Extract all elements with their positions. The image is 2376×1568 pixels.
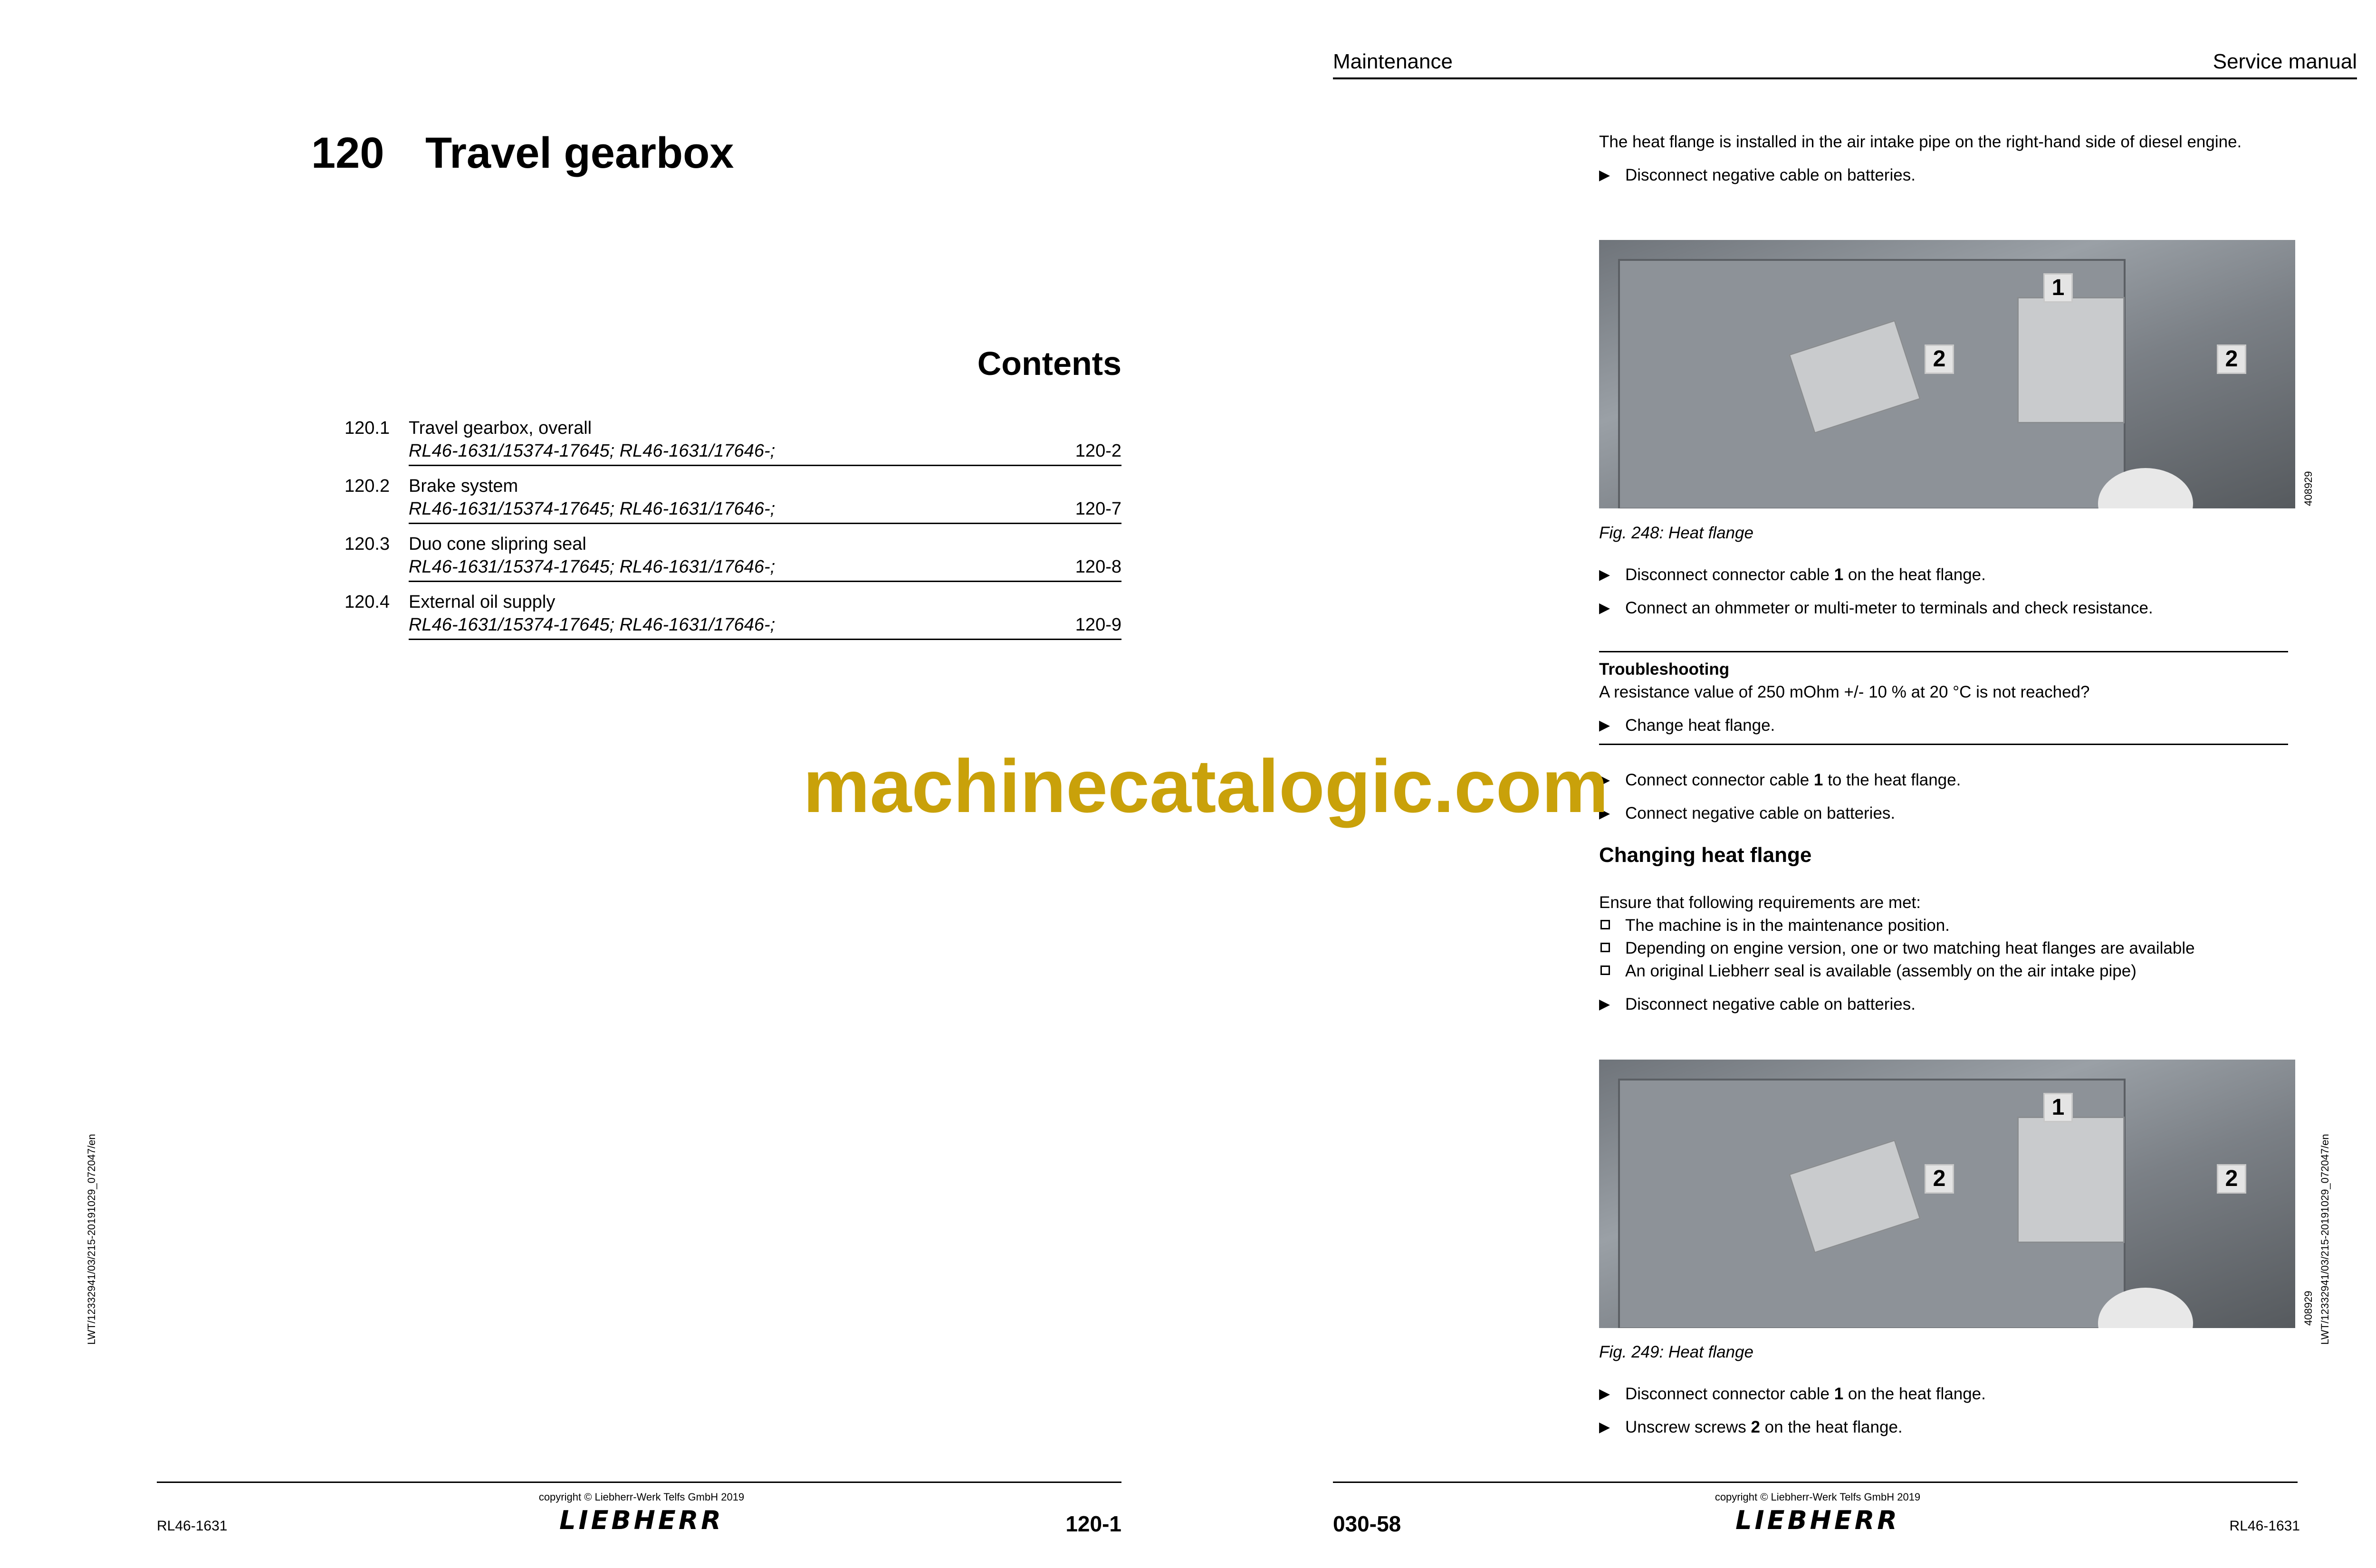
callout-2-right: 2 (2217, 344, 2246, 374)
step-item: ▶ Change heat flange. (1599, 714, 2288, 737)
callout-1: 1 (2043, 1093, 2073, 1122)
table-of-contents (345, 418, 1121, 650)
toc-entry-subtitle (409, 615, 1121, 640)
watermark: machinecatalogic.com (803, 745, 1609, 828)
step-item: ▶ Disconnect negative cable on batteries. (1599, 993, 2288, 1016)
step-item (1599, 1416, 2288, 1439)
copyright: copyright © Liebherr-Werk Telfs GmbH 2019 (538, 1491, 745, 1503)
toc-entry[interactable] (345, 534, 1121, 592)
model-number: RL46-1631 (2229, 1518, 2300, 1534)
toc-entry[interactable] (345, 592, 1121, 650)
heat-flange-housing (2017, 297, 2125, 423)
requirement-item: The machine is in the maintenance position. (1599, 914, 2288, 937)
toc-entry-serials: RL46-1631/15374-17645; RL46-1631/17646-; (409, 499, 776, 519)
troubleshooting-rule-top (1599, 651, 2288, 652)
header-doc-type: Service manual (2213, 50, 2357, 73)
chapter-number: 120 (311, 129, 384, 177)
step-text: to the heat flange. (1823, 771, 1961, 789)
toc-entry-subtitle (409, 557, 1121, 582)
toc-entry-page: 120-2 (1075, 441, 1121, 461)
page-number: 120-1 (1065, 1511, 1121, 1536)
header-section: Maintenance (1333, 50, 1453, 73)
requirement-item: An original Liebherr seal is available (assembly on the air intake pipe) (1599, 960, 2288, 983)
toc-entry-number: 120.2 (345, 476, 390, 496)
step-text: Disconnect connector cable (1625, 565, 1834, 584)
toc-entry-title: Travel gearbox, overall (409, 418, 592, 438)
figure-caption: Fig. 249: Heat flange (1599, 1343, 1753, 1361)
troubleshooting-title: Troubleshooting (1599, 660, 1730, 679)
reconnect-block (1599, 769, 2288, 1016)
page-number: 030-58 (1333, 1511, 1401, 1536)
toc-entry-serials: RL46-1631/15374-17645; RL46-1631/17646-; (409, 615, 776, 635)
toc-entry-subtitle (409, 499, 1121, 524)
step-item (1599, 1383, 2288, 1405)
toc-entry-page: 120-9 (1075, 615, 1121, 635)
toc-entry-title: Brake system (409, 476, 518, 496)
step-text: on the heat flange. (1843, 1385, 1986, 1403)
step-item: ▶ Connect negative cable on batteries. (1599, 802, 2288, 825)
callout-1: 1 (2043, 273, 2073, 303)
toc-entry[interactable] (345, 476, 1121, 534)
liebherr-logo: LIEBHERR (559, 1505, 724, 1535)
toc-entry-serials: RL46-1631/15374-17645; RL46-1631/17646-; (409, 441, 776, 461)
fig1-caption-block (1599, 522, 2288, 620)
copyright: copyright © Liebherr-Werk Telfs GmbH 2019 (1715, 1491, 1921, 1503)
callout-2-right: 2 (2217, 1164, 2246, 1194)
document-id: LWT/12332941/03/215-20191029_072047/en (2319, 1134, 2331, 1345)
toc-entry-page: 120-7 (1075, 499, 1121, 519)
heat-flange-photo-2 (1599, 1060, 2295, 1328)
heat-flange-photo-1 (1599, 240, 2295, 508)
step-ref: 1 (1834, 565, 1844, 584)
troubleshooting-text: A resistance value of 250 mOhm +/- 10 % at 20 °C is not reached? (1599, 683, 2090, 701)
chapter-title: Travel gearbox (425, 129, 734, 177)
toc-entry-title: Duo cone slipring seal (409, 534, 586, 554)
toc-entry-subtitle (409, 441, 1121, 466)
callout-2-left: 2 (1925, 344, 1954, 374)
figure-id: 408929 (2302, 1291, 2314, 1326)
troubleshooting-rule-bottom (1599, 744, 2288, 745)
toc-entry-title: External oil supply (409, 592, 556, 612)
step-text: on the heat flange. (1843, 565, 1986, 584)
toc-entry-number: 120.3 (345, 534, 390, 554)
step-ref: 2 (1751, 1418, 1760, 1436)
step-ref: 1 (1813, 771, 1823, 789)
step-text: Unscrew screws (1625, 1418, 1751, 1436)
figure-caption: Fig. 248: Heat flange (1599, 524, 1753, 542)
step-ref: 1 (1834, 1385, 1844, 1403)
step-item (1599, 769, 2288, 792)
step-item: ▶ Disconnect negative cable on batteries. (1599, 164, 2288, 187)
toc-entry-page: 120-8 (1075, 557, 1121, 577)
intro-block (1599, 131, 2288, 187)
intro-text: The heat flange is installed in the air intake pipe on the right-hand side of diesel engine. (1599, 133, 2242, 151)
toc-entry-number: 120.1 (345, 418, 390, 438)
liebherr-logo: LIEBHERR (1735, 1505, 1900, 1535)
model-number: RL46-1631 (157, 1518, 228, 1534)
figure-id: 408929 (2302, 471, 2314, 506)
step-text: Disconnect connector cable (1625, 1385, 1834, 1403)
step-item: ▶ Connect an ohmmeter or multi-meter to terminals and check resistance. (1599, 597, 2288, 620)
footer-rule (157, 1482, 1121, 1483)
chapter-heading (311, 128, 734, 178)
callout-2-left: 2 (1925, 1164, 1954, 1194)
section-heading: Changing heat flange (1599, 843, 1812, 867)
toc-entry-number: 120.4 (345, 592, 390, 612)
fig2-caption-block (1599, 1341, 2288, 1439)
footer-rule (1333, 1482, 2298, 1483)
toc-entry-serials: RL46-1631/15374-17645; RL46-1631/17646-; (409, 557, 776, 577)
step-text: Connect connector cable (1625, 771, 1814, 789)
header-rule (1333, 77, 2357, 79)
requirement-item: Depending on engine version, one or two matching heat flanges are available (1599, 937, 2288, 960)
requirements-intro: Ensure that following requirements are met: (1599, 893, 1921, 912)
document-id: LWT/12332941/03/215-20191029_072047/en (86, 1134, 97, 1345)
toc-entry[interactable] (345, 418, 1121, 476)
troubleshooting-block (1599, 658, 2288, 737)
step-item (1599, 564, 2288, 586)
contents-heading: Contents (977, 345, 1121, 382)
step-text: on the heat flange. (1760, 1418, 1903, 1436)
heat-flange-housing (2017, 1117, 2125, 1243)
